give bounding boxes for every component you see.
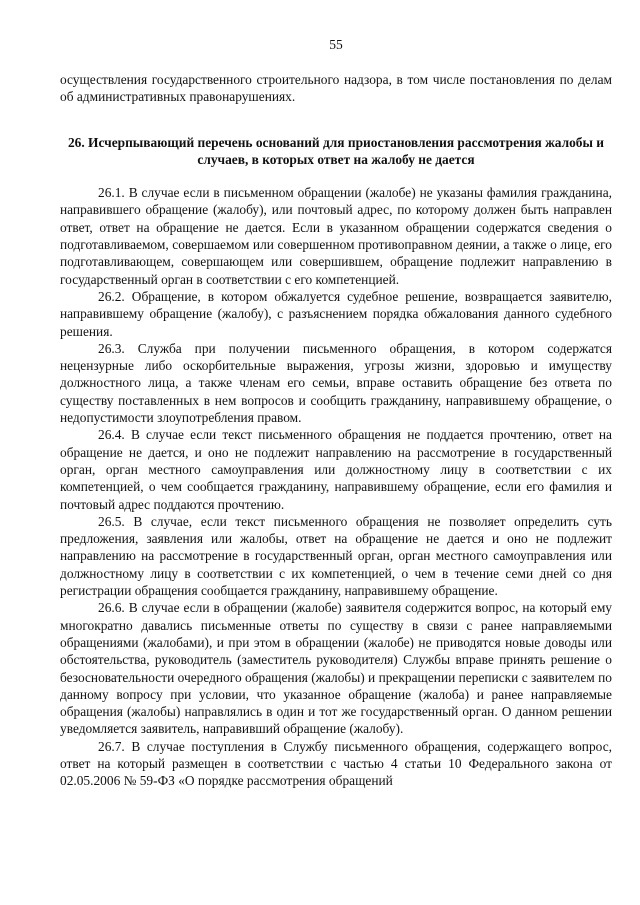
document-page: [60, 0, 612, 790]
paragraph-26-4: 26.4. В случае если текст письменного обращения не поддается прочтению, ответ на обращение не дается, и оно не подлежит направлению на рассмотрение в государственный орган, орган местного самоуправления или должностному лицу в соответствии с их компетенцией, о чем сообщается гражданину, направившему обращение, если его фамилия и почтовый адрес поддаются прочтению.: [60, 427, 612, 512]
paragraph-26-6: 26.6. В случае если в обращении (жалобе) заявителя содержится вопрос, на который ему многократно давались письменные ответы по существу в связи с ранее направляемыми обращениями (жалобами), и при этом в обращении (жалобе) не приводятся новые доводы или обстоятельства, руководитель (заместитель руководителя) Службы вправе принять решение о безосновательности очередного обращения (жалобы) и прекращении переписки с заявителем по данному вопросу при условии, что указанное обращение (жалоба) и ранее направляемые обращения (жалобы) направлялись в один и тот же государственный орган. О данном решении уведомляется заявитель, направивший обращение (жалобу).: [60, 600, 612, 737]
intro-paragraph: осуществления государственного строительного надзора, в том числе постановления по делам об административных правонарушениях.: [60, 72, 612, 105]
section-heading: 26. Исчерпывающий перечень оснований для приостановления рассмотрения жалобы и случаев, в которых ответ на жалобу не дается: [67, 134, 605, 167]
paragraph-26-2: 26.2. Обращение, в котором обжалуется судебное решение, возвращается заявителю, направившему обращение (жалобу), с разъяснением порядка обжалования данного судебного решения.: [60, 288, 612, 339]
paragraph-26-5: 26.5. В случае, если текст письменного обращения не позволяет определить суть предложения, заявления или жалобы, ответ на обращение не дается и оно не подлежит направлению на рассмотрение в государственный орган, орган местного самоуправления или должностному лицу в соответствии с их компетенцией, о чем в течение семи дней со дня регистрации обращения сообщается гражданину, направившему обращение.: [60, 513, 612, 599]
paragraph-26-3: 26.3. Служба при получении письменного обращения, в котором содержатся нецензурные либо оскорбительные выражения, угрозы жизни, здоровью и имуществу должностного лица, а также членам его семьи, вправе оставить обращение без ответа по существу поставленных в нем вопросов и сообщить гражданину, направившему обращение, о недопустимости злоупотребления правом.: [60, 340, 612, 426]
paragraph-26-7: 26.7. В случае поступления в Службу письменного обращения, содержащего вопрос, ответ на который размещен в соответствии с частью 4 статьи 10 Федерального закона от 02.05.2006 № 59-ФЗ «О порядке рассмотрения обращений: [60, 738, 612, 789]
paragraph-26-1: 26.1. В случае если в письменном обращении (жалобе) не указаны фамилия гражданина, направившего обращение (жалобу), или почтовый адрес, по которому должен быть направлен ответ, ответ на обращение не дается. Если в указанном обращении содержатся сведения о подготавливаемом, совершаемом или совершенном противоправном деянии, а также о лице, его подготавливающем, совершающем или совершившем, обращение подлежит направлению в государственный орган в соответствии с его компетенцией.: [60, 185, 612, 287]
page-number: 55: [329, 37, 343, 52]
